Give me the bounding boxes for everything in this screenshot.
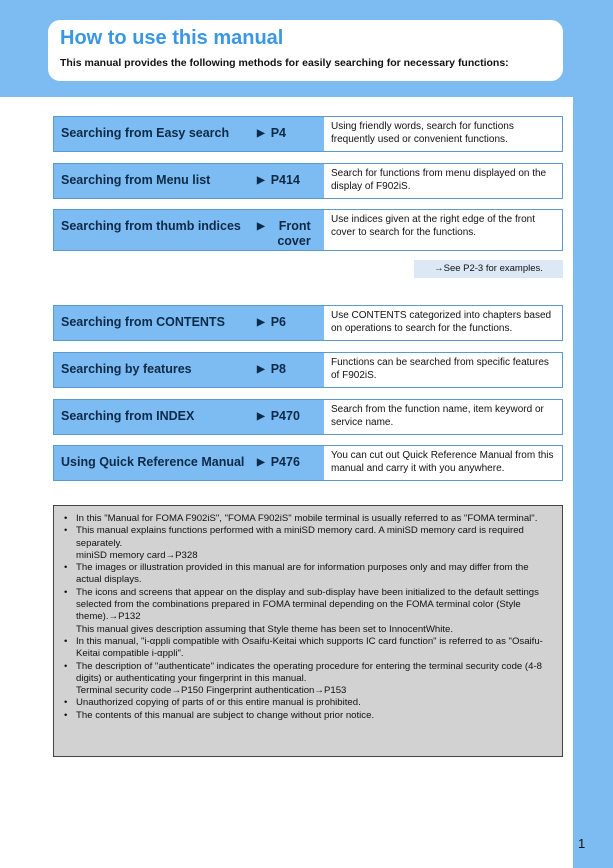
arrow-icon: ▶ bbox=[257, 411, 265, 422]
note-reference[interactable]: miniSD memory card→P328 bbox=[76, 549, 198, 561]
notes-box bbox=[53, 505, 563, 757]
note-text: The icons and screens that appear on the display and sub-display have been initialized to the default settings selected from the combinations prepared in FOMA terminal depending on the FOMA terminal color (Style theme).→P132 bbox=[76, 586, 539, 623]
see-examples-note[interactable]: →See P2-3 for examples. bbox=[414, 260, 563, 278]
method-description: You can cut out Quick Reference Manual from this manual and carry it with you anywhere. bbox=[324, 446, 562, 480]
note-item bbox=[62, 697, 554, 709]
notes-list bbox=[62, 513, 554, 722]
method-description: Use indices given at the right edge of the front cover to search for the functions. bbox=[324, 210, 562, 250]
method-page[interactable]: P6 bbox=[270, 315, 286, 329]
arrow-icon: ▶ bbox=[257, 128, 265, 139]
method-title: Searching from Menu list bbox=[61, 173, 211, 187]
method-row-easy-search bbox=[53, 116, 563, 152]
method-title: Using Quick Reference Manual bbox=[61, 455, 245, 469]
method-title: Searching from Easy search bbox=[61, 126, 230, 140]
method-title: Searching by features bbox=[61, 362, 192, 376]
note-text: In this manual, "i-αppli compatible with Osaifu-Keitai which supports IC card function" is referred to as "Osaifu-Keitai compatible i-αppli". bbox=[76, 635, 543, 660]
bullet-icon: • bbox=[64, 586, 68, 598]
note-item bbox=[62, 636, 554, 661]
method-page[interactable]: P8 bbox=[270, 362, 286, 376]
arrow-icon: ▶ bbox=[257, 221, 265, 232]
method-description: Search for functions from menu displayed on the display of F902iS. bbox=[324, 164, 562, 198]
page-number: 1 bbox=[578, 836, 586, 851]
note-reference[interactable]: Terminal security code→P150 Fingerprint authentication→P153 bbox=[76, 685, 347, 697]
method-row-thumb-indices bbox=[53, 209, 563, 251]
method-row-index bbox=[53, 399, 563, 435]
method-row-menu-list bbox=[53, 163, 563, 199]
method-page[interactable]: P470 bbox=[270, 409, 300, 423]
method-page[interactable]: P414 bbox=[270, 173, 300, 187]
method-description: Search from the function name, item keyword or service name. bbox=[324, 400, 562, 434]
note-text: The images or illustration provided in this manual are for information purposes only and may differ from the actual displays. bbox=[76, 562, 529, 586]
method-description: Using friendly words, search for functions frequently used or convenient functions. bbox=[324, 117, 562, 151]
bullet-icon: • bbox=[64, 697, 68, 709]
note-item bbox=[62, 513, 554, 525]
method-page[interactable]: P476 bbox=[270, 455, 300, 469]
arrow-icon: ▶ bbox=[257, 175, 265, 186]
note-text: This manual explains functions performed with a miniSD memory card. A miniSD memory card is required separately. bbox=[76, 525, 524, 549]
method-page[interactable]: Front cover bbox=[277, 219, 311, 248]
method-description: Use CONTENTS categorized into chapters based on operations to search for the functions. bbox=[324, 306, 562, 340]
method-row-quick-reference bbox=[53, 445, 563, 481]
bullet-icon: • bbox=[64, 660, 68, 672]
note-item bbox=[62, 587, 554, 636]
header-card bbox=[48, 20, 563, 81]
note-text: The contents of this manual are subject to change without prior notice. bbox=[76, 709, 375, 721]
note-text: Unauthorized copying of parts of or this entire manual is prohibited. bbox=[76, 697, 361, 709]
page-subtitle: This manual provides the following methods for easily searching for necessary functions: bbox=[60, 57, 509, 69]
note-text: In this "Manual for FOMA F902iS", "FOMA F902iS" mobile terminal is usually referred to as "FOMA terminal". bbox=[76, 513, 538, 524]
arrow-icon: ▶ bbox=[257, 457, 265, 468]
bullet-icon: • bbox=[64, 562, 68, 574]
method-description: Functions can be searched from specific features of F902iS. bbox=[324, 353, 562, 387]
arrow-icon: ▶ bbox=[257, 317, 265, 328]
method-row-contents bbox=[53, 305, 563, 341]
bullet-icon: • bbox=[64, 525, 68, 537]
note-item bbox=[62, 562, 554, 587]
method-page[interactable]: P4 bbox=[270, 126, 286, 140]
note-item bbox=[62, 710, 554, 722]
note-text: This manual gives description assuming that Style theme has been set to InnocentWhite. bbox=[76, 623, 454, 635]
note-item bbox=[62, 661, 554, 698]
bullet-icon: • bbox=[64, 513, 68, 524]
bullet-icon: • bbox=[64, 709, 68, 721]
note-item bbox=[62, 525, 554, 562]
arrow-icon: ▶ bbox=[257, 364, 265, 375]
bullet-icon: • bbox=[64, 635, 68, 647]
method-row-features bbox=[53, 352, 563, 388]
method-title: Searching from thumb indices bbox=[61, 219, 241, 233]
note-text: The description of "authenticate" indicates the operating procedure for entering the terminal security code (4-8 digits) or authenticating your fingerprint in this manual. bbox=[76, 660, 542, 684]
side-index-bar bbox=[573, 97, 613, 868]
method-title: Searching from INDEX bbox=[61, 409, 195, 423]
method-title: Searching from CONTENTS bbox=[61, 315, 225, 329]
page-title: How to use this manual bbox=[60, 27, 284, 49]
